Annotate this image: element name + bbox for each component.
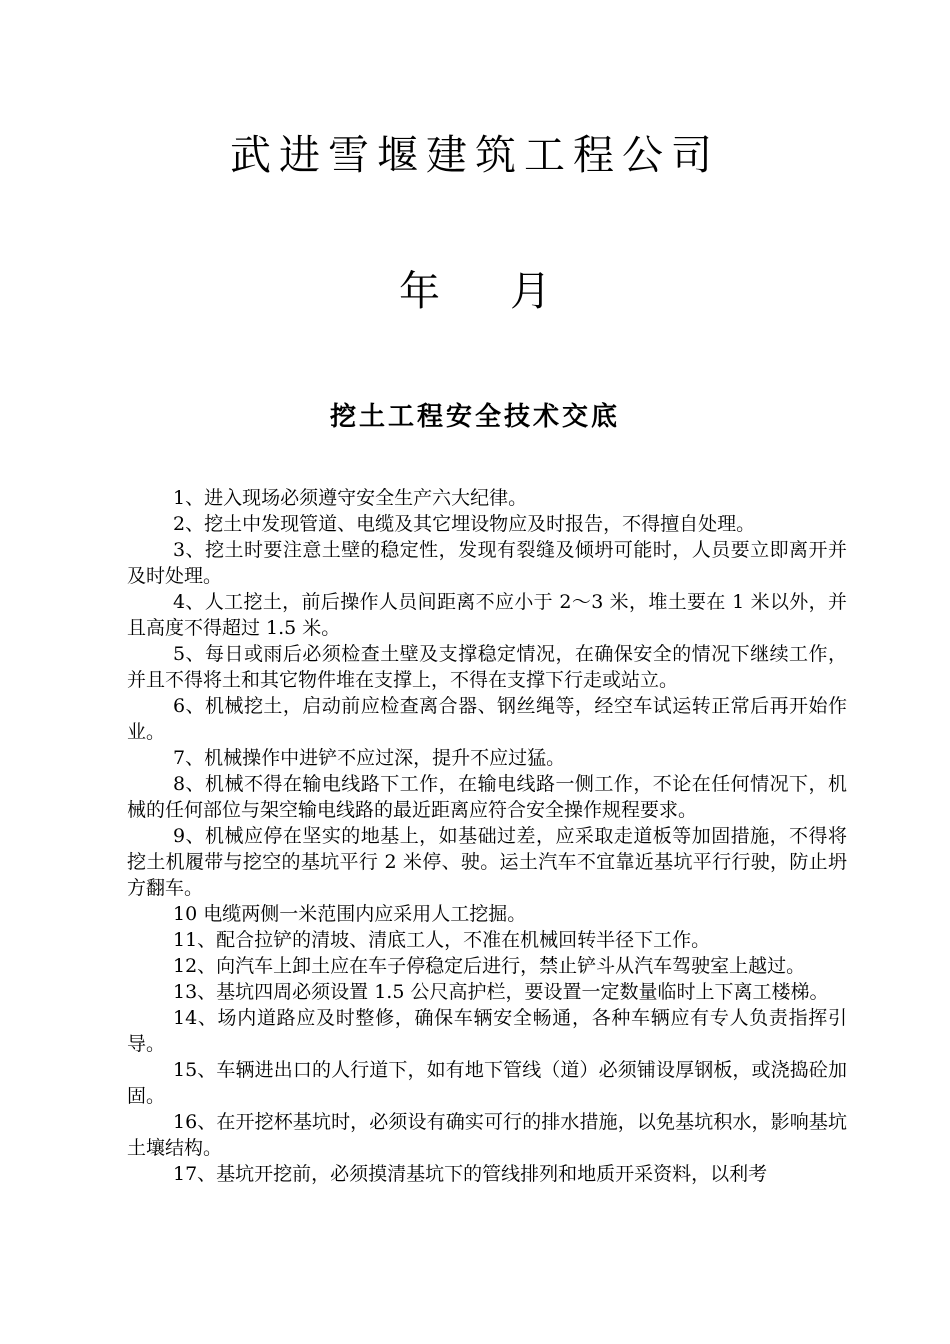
- list-item: 5、每日或雨后必须检查土壁及支撑稳定情况，在确保安全的情况下继续工作，并且不得将土和其它物件堆在支撑上，不得在支撑下行走或站立。: [127, 643, 847, 691]
- list-item: 9、机械应停在坚实的地基上，如基础过差，应采取走道板等加固措施，不得将挖土机履带与挖空的基坑平行 2 米停、驶。运土汽车不宜靠近基坑平行行驶，防止坍方翻车。: [127, 825, 847, 899]
- list-item: 1、进入现场必须遵守安全生产六大纪律。: [173, 487, 528, 509]
- document-title: 挖土工程安全技术交底: [329, 402, 620, 432]
- list-item: 11、配合拉铲的清坡、清底工人，不准在机械回转半径下工作。: [173, 929, 711, 951]
- list-item: 17、基坑开挖前，必须摸清基坑下的管线排列和地质开采资料，以利考: [173, 1163, 768, 1185]
- list-item: 3、挖土时要注意土壁的稳定性，发现有裂缝及倾坍可能时，人员要立即离开并及时处理。: [127, 539, 847, 587]
- date-month: 月: [510, 267, 551, 315]
- list-item: 14、场内道路应及时整修，确保车辆安全畅通，各种车辆应有专人负责指挥引导。: [127, 1007, 847, 1055]
- list-item: 6、机械挖土，启动前应检查离合器、钢丝绳等，经空车试运转正常后再开始作业。: [127, 695, 847, 743]
- company-name: 武进雪堰建筑工程公司: [230, 131, 720, 179]
- list-item: 2、挖土中发现管道、电缆及其它埋设物应及时报告，不得擅自处理。: [173, 513, 756, 535]
- list-item: 12、向汽车上卸土应在车子停稳定后进行，禁止铲斗从汽车驾驶室上越过。: [173, 955, 806, 977]
- list-item: 4、人工挖土，前后操作人员间距离不应小于 2～3 米，堆土要在 1 米以外，并且高度不得超过 1.5 米。: [127, 591, 847, 639]
- list-item: 16、在开挖杯基坑时，必须设有确实可行的排水措施，以免基坑积水，影响基坑土壤结构。: [127, 1111, 847, 1159]
- list-item: 7、机械操作中进铲不应过深，提升不应过猛。: [173, 747, 566, 769]
- list-item: 13、基坑四周必须设置 1.5 公尺高护栏，要设置一定数量临时上下离工楼梯。: [173, 981, 829, 1003]
- date-year: 年: [399, 267, 440, 315]
- document-body: [127, 485, 847, 1187]
- list-item: 10 电缆两侧一米范围内应采用人工挖掘。: [173, 903, 527, 925]
- date-line: [0, 258, 950, 317]
- list-item: 15、车辆进出口的人行道下，如有地下管线（道）必须铺设厚钢板，或浇捣砼加固。: [127, 1059, 847, 1107]
- list-item: 8、机械不得在输电线路下工作，在输电线路一侧工作，不论在任何情况下，机械的任何部位与架空输电线路的最近距离应符合安全操作规程要求。: [127, 773, 847, 821]
